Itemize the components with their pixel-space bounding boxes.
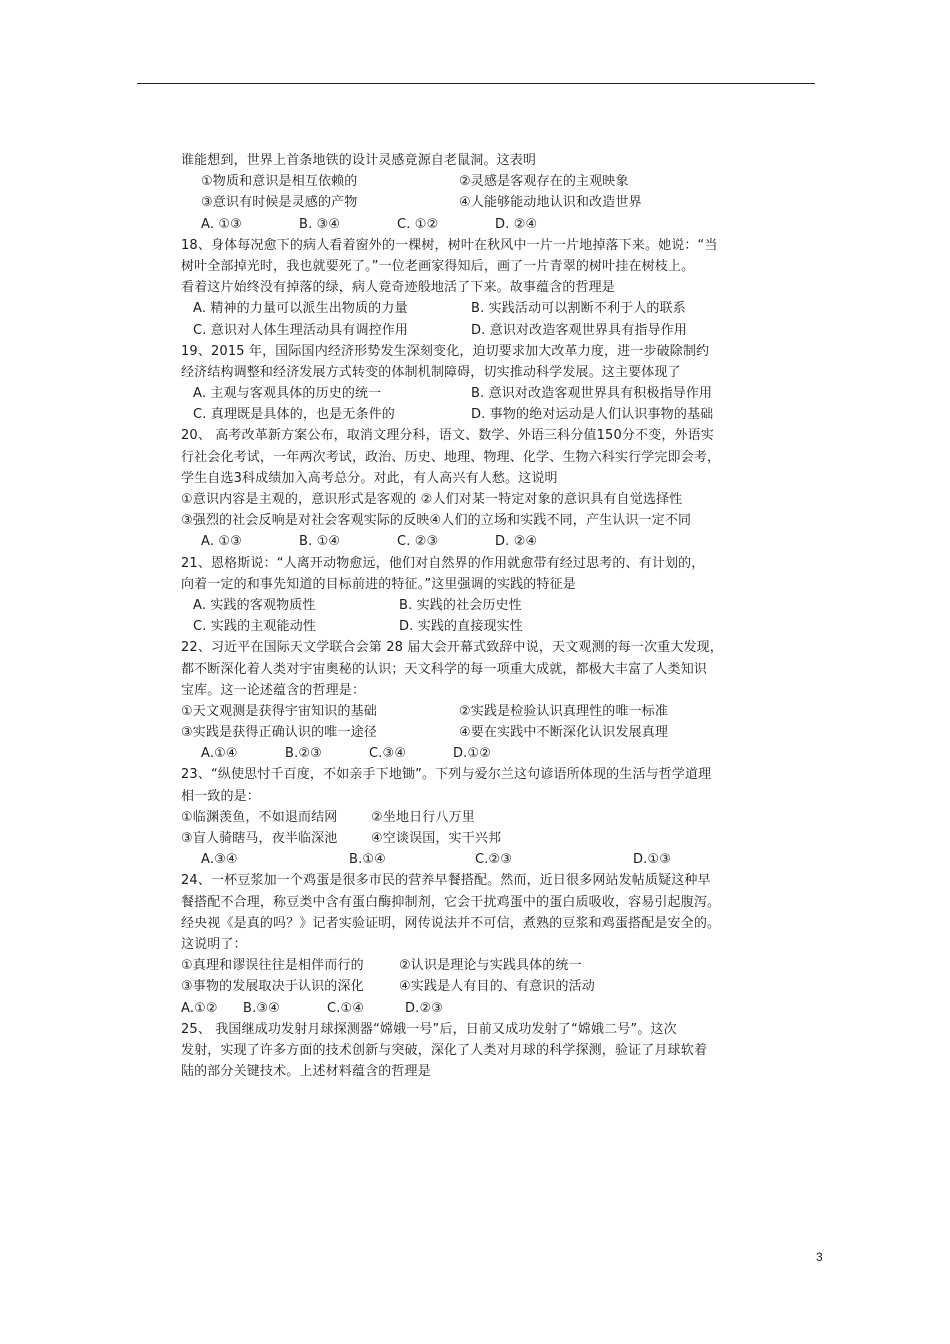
option-b: B.②③ bbox=[285, 746, 322, 762]
option-b: B.③④ bbox=[243, 1000, 280, 1016]
question-stem: 19、2015 年，国际国内经济形势发生深刻变化，迫切要求加大改革力度，进一步破除制约 bbox=[181, 343, 710, 359]
statement-1: ①天文观测是获得宇宙知识的基础 bbox=[181, 703, 377, 719]
statement-4: ④要在实践中不断深化认识发展真理 bbox=[459, 725, 669, 741]
statement-row: ③强烈的社会反响是对社会客观实际的反映④人们的立场和实践不同，产生认识一定不同 bbox=[181, 513, 692, 529]
question-stem: 23、“纵使思忖千百度，不如亲手下地锄”。下列与爱尔兰这句谚语所体现的生活与哲学道理 bbox=[181, 767, 712, 783]
question-stem: 经济结构调整和经济发展方式转变的体制机制障碍，切实推动科学发展。这主要体现了 bbox=[181, 364, 681, 380]
option-row bbox=[181, 383, 761, 404]
statement-4: ④实践是人有目的、有意识的活动 bbox=[399, 979, 595, 995]
statement-row bbox=[181, 828, 761, 849]
question-stem: 学生自选3科成绩加入高考总分。对此，有人高兴有人愁。这说明 bbox=[181, 470, 558, 486]
answer-options bbox=[181, 531, 761, 552]
page-number: 3 bbox=[816, 1250, 823, 1264]
statement-3: ③实践是获得正确认识的唯一途径 bbox=[181, 725, 377, 741]
statement-row bbox=[181, 722, 761, 743]
option-a: A. ①③ bbox=[201, 534, 242, 550]
answer-options bbox=[181, 998, 761, 1019]
option-d: D. ②④ bbox=[495, 216, 538, 232]
question-stem: 20、 高考改革新方案公布，取消文理分科，语文、数学、外语三科分值150分不变，外语实 bbox=[181, 428, 714, 444]
question-20 bbox=[181, 425, 761, 552]
option-c: C. ①② bbox=[397, 216, 439, 232]
option-a: A.①④ bbox=[201, 746, 238, 762]
option-c: C. ②③ bbox=[397, 534, 439, 550]
question-stem: 25、 我国继成功发射月球探测器“嫦娥一号”后，日前又成功发射了“嫦娥二号”。这次 bbox=[181, 1021, 677, 1037]
question-stem: 树叶全部掉光时，我也就要死了。”一位老画家得知后，画了一片青翠的树叶挂在树枝上。 bbox=[181, 258, 695, 274]
statement-2: ②坐地日行八万里 bbox=[371, 809, 475, 825]
option-row bbox=[181, 404, 761, 425]
statement-1: ①临渊羡鱼，不如退而结网 bbox=[181, 809, 338, 825]
statement-row bbox=[181, 701, 761, 722]
option-b: B. 意识对改造客观世界具有积极指导作用 bbox=[471, 386, 713, 402]
statement-row bbox=[181, 171, 761, 192]
statement-1: ①物质和意识是相互依赖的 bbox=[201, 174, 358, 190]
question-stem: 行社会化考试，一年两次考试，政治、历史、地理、物理、化学、生物六科实行学完即会考， bbox=[181, 449, 721, 465]
question-stem: 经央视《是真的吗？》记者实验证明，网传说法并不可信，煮熟的豆浆和鸡蛋搭配是安全的。 bbox=[181, 915, 721, 931]
question-stem: 相一致的是： bbox=[181, 788, 260, 804]
question-stem: 22、习近平在国际天文学联合会第 28 届大会开幕式致辞中说，天文观测的每一次重大发现， bbox=[181, 640, 723, 656]
option-a: A. 主观与客观具体的历史的统一 bbox=[193, 386, 382, 402]
option-c: C.②③ bbox=[475, 852, 513, 868]
option-d: D. 实践的直接现实性 bbox=[399, 619, 523, 635]
option-row bbox=[181, 616, 761, 637]
question-stem: 发射，实现了许多方面的技术创新与突破，深化了人类对月球的科学探测，验证了月球软着 bbox=[181, 1042, 708, 1058]
option-c: C. 实践的主观能动性 bbox=[193, 619, 316, 635]
statement-3: ③意识有时候是灵感的产物 bbox=[201, 195, 358, 211]
statement-2: ②灵感是客观存在的主观映象 bbox=[459, 174, 629, 190]
option-b: B. ①④ bbox=[299, 534, 341, 550]
option-a: A. 精神的力量可以派生出物质的力量 bbox=[193, 301, 408, 317]
question-25 bbox=[181, 1019, 761, 1083]
question-23 bbox=[181, 764, 761, 870]
option-d: D.②③ bbox=[405, 1000, 444, 1016]
header-rule bbox=[137, 83, 815, 84]
statement-row bbox=[181, 807, 761, 828]
question-17 bbox=[181, 150, 761, 235]
question-stem: 向着一定的和事先知道的目标前进的特征。”这里强调的实践的特征是 bbox=[181, 576, 576, 592]
statement-4: ④人能够能动地认识和改造世界 bbox=[459, 195, 642, 211]
answer-options bbox=[181, 214, 761, 235]
statement-row bbox=[181, 192, 761, 213]
question-24 bbox=[181, 870, 761, 1018]
statement-row bbox=[181, 976, 761, 997]
question-19 bbox=[181, 341, 761, 426]
option-d: D. 意识对改造客观世界具有指导作用 bbox=[471, 322, 687, 338]
option-a: A.③④ bbox=[201, 852, 238, 868]
option-a: A.①② bbox=[181, 1000, 218, 1016]
option-b: B.①④ bbox=[349, 852, 386, 868]
question-stem: 谁能想到，世界上首条地铁的设计灵感竟源自老鼠洞。这表明 bbox=[181, 153, 537, 168]
option-c: C. 意识对人体生理活动具有调控作用 bbox=[193, 322, 409, 338]
option-c: C. 真理既是具体的，也是无条件的 bbox=[193, 407, 395, 423]
statement-2: ②认识是理论与实践具体的统一 bbox=[399, 958, 582, 974]
question-stem: 这说明了： bbox=[181, 936, 247, 952]
statement-4: ④空谈误国，实干兴邦 bbox=[371, 831, 502, 846]
question-21 bbox=[181, 553, 761, 638]
option-b: B. 实践的社会历史性 bbox=[399, 597, 522, 613]
statement-2: ②实践是检验认识真理性的唯一标准 bbox=[459, 703, 669, 719]
statement-1: ①真理和谬误往往是相伴而行的 bbox=[181, 958, 364, 974]
statement-3: ③盲人骑瞎马，夜半临深池 bbox=[181, 831, 338, 846]
statement-3: ③事物的发展取决于认识的深化 bbox=[181, 979, 364, 995]
question-stem: 餐搭配不合理，称豆类中含有蛋白酶抑制剂，它会干扰鸡蛋中的蛋白质吸收，容易引起腹泻。 bbox=[181, 894, 721, 910]
statement-row bbox=[181, 955, 761, 976]
question-stem: 都不断深化着人类对宇宙奥秘的认识；天文科学的每一项重大成就，都极大丰富了人类知识 bbox=[181, 661, 708, 677]
question-stem: 18、身体每况愈下的病人看着窗外的一棵树，树叶在秋风中一片一片地掉落下来。她说：“当 bbox=[181, 237, 718, 253]
option-d: D. 事物的绝对运动是人们认识事物的基础 bbox=[471, 407, 714, 423]
answer-options bbox=[181, 849, 761, 870]
option-row bbox=[181, 320, 761, 341]
option-d: D. ②④ bbox=[495, 534, 538, 550]
question-stem: 看着这片始终没有掉落的绿，病人竟奇迹般地活了下来。故事蕴含的哲理是 bbox=[181, 280, 615, 296]
question-stem: 24、一杯豆浆加一个鸡蛋是很多市民的营养早餐搭配。然而，近日很多网站发帖质疑这种早 bbox=[181, 873, 711, 889]
option-a: A. 实践的客观物质性 bbox=[193, 597, 316, 613]
question-stem: 陆的部分关键技术。上述材料蕴含的哲理是 bbox=[181, 1064, 431, 1080]
answer-options bbox=[181, 743, 761, 764]
question-18 bbox=[181, 235, 761, 341]
option-b: B. ③④ bbox=[299, 216, 341, 232]
option-c: C.①④ bbox=[327, 1000, 365, 1016]
option-row bbox=[181, 298, 761, 319]
exam-page-content bbox=[181, 150, 761, 1082]
option-b: B. 实践活动可以割断不利于人的联系 bbox=[471, 301, 686, 317]
option-c: C.③④ bbox=[369, 746, 407, 762]
option-a: A. ①③ bbox=[201, 216, 242, 232]
option-row bbox=[181, 595, 761, 616]
question-stem: 宝库。这一论述蕴含的哲理是： bbox=[181, 682, 366, 698]
option-d: D.①③ bbox=[633, 852, 672, 868]
question-22 bbox=[181, 637, 761, 764]
statement-row: ①意识内容是主观的，意识形式是客观的 ②人们对某一特定对象的意识具有自觉选择性 bbox=[181, 492, 683, 507]
question-stem: 21、恩格斯说：“人离开动物愈远，他们对自然界的作用就愈带有经过思考的、有计划的， bbox=[181, 555, 705, 571]
option-d: D.①② bbox=[453, 746, 492, 762]
